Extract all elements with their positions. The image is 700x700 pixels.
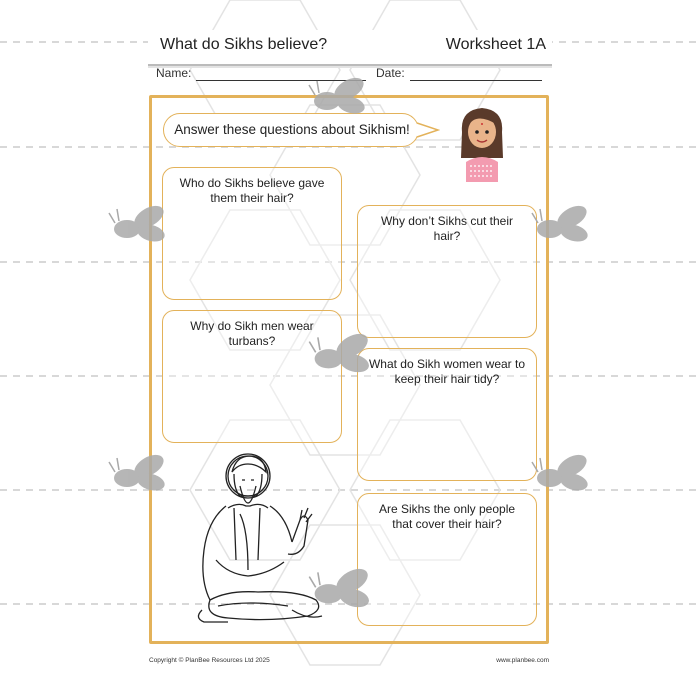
bee-watermark-icon xyxy=(305,75,375,120)
instruction-text: Answer these questions about Sikhism! xyxy=(174,122,410,137)
bee-watermark-icon xyxy=(305,565,380,615)
bee-watermark-icon xyxy=(105,452,175,497)
question-1-text: Who do Sikhs believe gave them their hair? xyxy=(179,176,325,205)
question-5-text: Are Sikhs the only people that cover their hair? xyxy=(378,502,516,531)
speech-bubble-tail xyxy=(416,120,440,140)
bee-watermark-icon xyxy=(528,203,598,248)
worksheet-title-bar xyxy=(148,30,552,66)
website-link[interactable]: www.planbee.com xyxy=(496,657,549,664)
question-3-text: Why do Sikh men wear turbans? xyxy=(190,319,314,348)
question-2-text: Why don’t Sikhs cut their hair? xyxy=(380,214,514,243)
bee-watermark-icon xyxy=(528,452,598,497)
worksheet-number: Worksheet 1A xyxy=(445,36,546,53)
question-box-5[interactable] xyxy=(357,493,537,626)
name-label: Name: xyxy=(156,66,192,80)
instruction-bubble xyxy=(163,113,419,147)
date-field[interactable] xyxy=(410,80,542,81)
question-box-2[interactable] xyxy=(357,205,537,338)
girl-character-illustration xyxy=(456,102,508,182)
bee-watermark-icon xyxy=(305,330,380,380)
bee-watermark-icon xyxy=(105,203,175,248)
question-4-text: What do Sikh women wear to keep their hair tidy? xyxy=(368,357,526,386)
copyright-text: Copyright © PlanBee Resources Ltd 2025 xyxy=(149,657,270,664)
date-label: Date: xyxy=(376,66,405,80)
worksheet-title: What do Sikhs believe? xyxy=(160,36,328,53)
question-box-4[interactable] xyxy=(357,348,537,481)
question-box-1[interactable] xyxy=(162,167,342,300)
